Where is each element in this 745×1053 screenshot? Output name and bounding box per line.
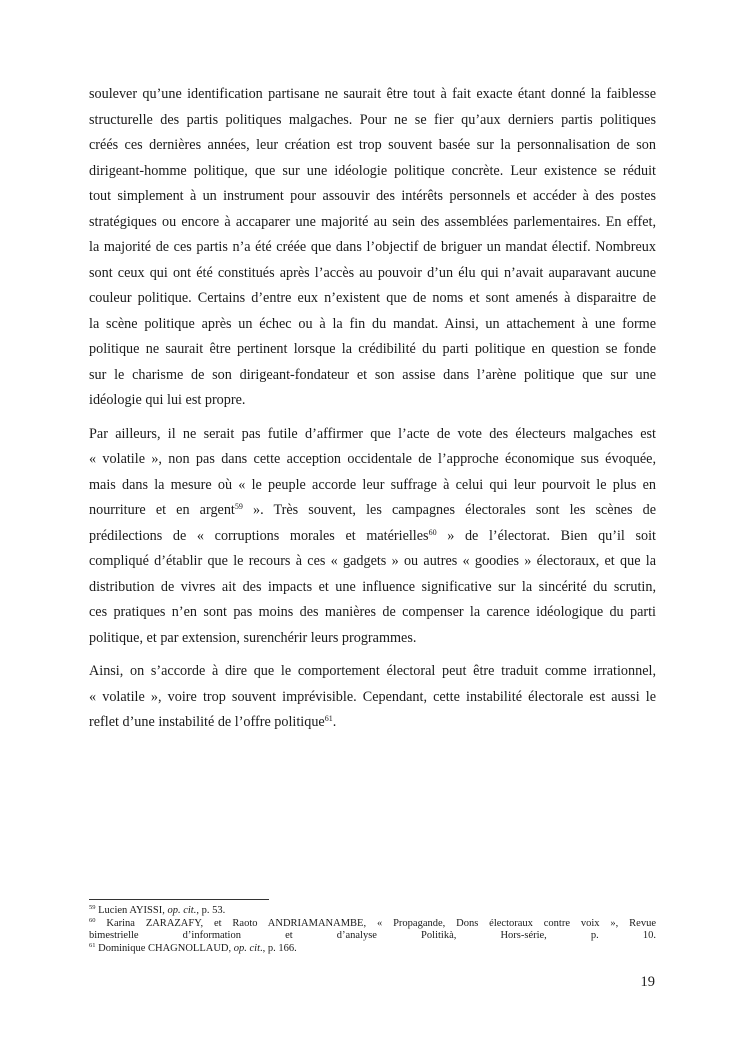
text-line: structurelle des partis politiques malgaches. Pour ne se fier qu’aux derniers partis politiques	[89, 111, 656, 128]
footnote-reference[interactable]: 59	[234, 502, 243, 511]
text-line: dirigeant-homme politique, que sur une idéologie politique concrète. Leur existence se réduit	[89, 162, 656, 179]
paragraph	[89, 82, 656, 414]
footnote-citation: op. cit	[233, 942, 260, 954]
footnote-59	[89, 905, 656, 918]
text-line: couleur politique. Certains d’entre eux n’existent que de noms et sont amenés à disparaitre de	[89, 290, 656, 306]
text-line: stratégiques ou encore à accaparer une majorité au sein des assemblées parlementaires. En effet,	[89, 213, 656, 230]
paragraph	[89, 659, 656, 736]
text-line: Par ailleurs, il ne serait pas futile d’affirmer que l’acte de vote des électeurs malgaches est	[89, 425, 656, 442]
text-line: idéologie qui lui est propre.	[89, 392, 246, 408]
text-line: Ainsi, on s’accorde à dire que le comportement électoral peut être traduit comme irrationnel,	[89, 663, 656, 679]
body-text	[89, 82, 656, 744]
text-line: politique ne saurait être pertinent lorsque la crédibilité du parti politique en question se fonde	[89, 341, 656, 357]
text-line: la majorité de ces partis n’a été créée que dans l’objectif de briguer un mandat électif. Nombreux	[89, 239, 656, 255]
footnote-citation: op. cit.	[167, 905, 197, 916]
footnotes	[89, 905, 656, 955]
footnote-61	[89, 943, 656, 956]
text-line: « volatile », voire trop souvent imprévisible. Cependant, cette instabilité électorale est aussi le	[89, 688, 656, 705]
text-line: politique, et par extension, surenchérir leurs programmes.	[89, 629, 417, 646]
text-line	[89, 524, 656, 550]
footnote-60	[89, 918, 656, 943]
text-line: tout simplement à un instrument pour assouvir des intérêts personnels et accéder à des postes	[89, 188, 656, 204]
footnote-separator	[89, 899, 269, 900]
footnote-text-cont: bimestrielle d’information et d’analyse Politikà, Hors-série, p. 10.	[89, 930, 656, 942]
footnote-page: ., p. 166.	[260, 942, 297, 954]
text-line: « volatile », non pas dans cette acception occidentale de l’approche économique sus évoquée,	[89, 451, 656, 467]
footnote-number: 60	[89, 916, 96, 924]
text-line: sont ceux qui ont été constitués après l’accès au pouvoir d’un élu qui n’avait auparavant aucune	[89, 264, 656, 281]
footnote-number: 59	[89, 904, 96, 911]
footnote-text: Karina ZARAZAFY, et Raoto ANDRIAMANAMBE, « Propagande, Dons électoraux contre voix », Revue	[106, 917, 656, 929]
text-line: sur le charisme de son dirigeant-fondateur et son assise dans l’arène politique que sur une	[89, 366, 656, 383]
text-segment: nourriture et en argent	[89, 502, 235, 518]
text-line: ces pratiques n’en sont pas moins des manières de compenser la carence idéologique du parti	[89, 604, 656, 620]
text-segment: ». Très souvent, les campagnes électorales sont les scènes de	[242, 502, 656, 518]
text-line: la scène politique après un échec ou à la fin du mandat. Ainsi, un attachement à une forme	[89, 315, 656, 332]
text-line: créés ces dernières années, leur création est trop souvent basée sur la personnalisation de son	[89, 137, 656, 153]
footnote-page: , p. 53.	[196, 905, 226, 916]
text-line	[89, 498, 656, 524]
text-line: compliqué d’établir que le recours à ces « gadgets » ou autres « goodies » électoraux, et que la	[89, 553, 656, 569]
paragraph	[89, 422, 656, 652]
text-segment: .	[332, 714, 337, 730]
footnote-reference[interactable]: 60	[428, 527, 437, 537]
text-line: mais dans la mesure où « le peuple accorde leur suffrage à celui qui leur pourvoit le plus en	[89, 476, 656, 493]
text-segment: » de l’électorat. Bien qu’il soit	[436, 527, 656, 544]
page-number: 19	[640, 974, 655, 990]
footnote-text: Lucien AYISSI,	[98, 905, 168, 916]
footnote-text: Dominique CHAGNOLLAUD,	[98, 942, 234, 954]
footnote-number: 61	[89, 941, 96, 949]
text-line: soulever qu’une identification partisane ne saurait être tout à fait exacte étant donné la faiblesse	[89, 86, 656, 102]
footnote-reference[interactable]: 61	[324, 714, 333, 723]
text-line: distribution de vivres ait des impacts et une influence significative sur la sincérité du scrutin,	[89, 578, 656, 595]
text-segment: prédilections de « corruptions morales et matérielles	[89, 527, 429, 544]
text-line	[89, 710, 656, 736]
text-segment: reflet d’une instabilité de l’offre politique	[89, 714, 325, 730]
